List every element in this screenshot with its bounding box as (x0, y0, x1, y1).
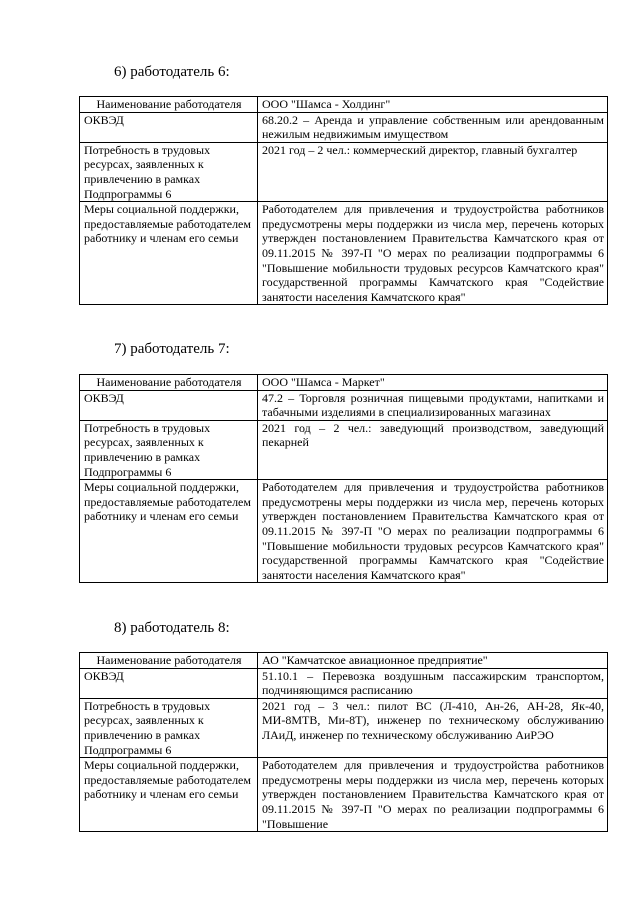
employer-7-table (79, 374, 608, 583)
table-row (80, 698, 608, 757)
table-row (80, 375, 608, 391)
row-label-support-measures: Меры социальной поддержки, предоставляемые работодателем работнику и членам его семьи (80, 202, 258, 305)
row-label-employer-name: Наименование работодателя (80, 653, 258, 669)
row-value-okved: 51.10.1 – Перевозка воздушным пассажирским транспортом, подчиняющимся расписанию (258, 668, 608, 698)
row-label-workforce-need: Потребность в трудовых ресурсах, заявленных к привлечению в рамках Подпрограммы 6 (80, 698, 258, 757)
row-label-employer-name: Наименование работодателя (80, 97, 258, 113)
row-label-workforce-need: Потребность в трудовых ресурсах, заявленных к привлечению в рамках Подпрограммы 6 (80, 142, 258, 201)
table-row (80, 97, 608, 113)
row-label-workforce-need: Потребность в трудовых ресурсах, заявленных к привлечению в рамках Подпрограммы 6 (80, 420, 258, 479)
table-row (80, 112, 608, 142)
row-label-support-measures: Меры социальной поддержки, предоставляемые работодателем работнику и членам его семьи (80, 758, 258, 832)
table-row (80, 653, 608, 669)
row-value-employer-name: ООО "Шамса - Холдинг" (258, 97, 608, 113)
table-row (80, 420, 608, 479)
row-value-workforce-need: 2021 год – 3 чел.: пилот ВС (Л-410, Ан-26, АН-28, Як-40, МИ-8МТВ, Ми-8Т), инженер по техническому обслуживанию ЛАиД, инженер по техническому обслуживанию АиРЭО (258, 698, 608, 757)
row-label-okved: ОКВЭД (80, 390, 258, 420)
row-label-employer-name: Наименование работодателя (80, 375, 258, 391)
row-value-support-measures: Работодателем для привлечения и трудоустройства работников предусмотрены меры поддержки из числа мер, перечень которых утвержден постановлением Правительства Камчатского края от 09.11.2015 № 397-П "О мерах по реализации подпрограммы 6 "Повышение (258, 758, 608, 832)
table-row (80, 668, 608, 698)
row-label-support-measures: Меры социальной поддержки, предоставляемые работодателем работнику и членам его семьи (80, 480, 258, 583)
row-value-employer-name: ООО "Шамса - Маркет" (258, 375, 608, 391)
row-value-workforce-need: 2021 год – 2 чел.: коммерческий директор, главный бухгалтер (258, 142, 608, 201)
row-label-okved: ОКВЭД (80, 112, 258, 142)
row-value-support-measures: Работодателем для привлечения и трудоустройства работников предусмотрены меры поддержки из числа мер, перечень которых утвержден постановлением Правительства Камчатского края от 09.11.2015 № 397-П "О мерах по реализации подпрограммы 6 "Повышение мобильности трудовых ресурсов Камчатского края" государственной программы Камчатского края "Содействие занятости населения Камчатского края" (258, 480, 608, 583)
row-label-okved: ОКВЭД (80, 668, 258, 698)
employer-6-table (79, 96, 608, 305)
row-value-employer-name: АО "Камчатское авиационное предприятие" (258, 653, 608, 669)
table-row (80, 202, 608, 305)
row-value-okved: 47.2 – Торговля розничная пищевыми продуктами, напитками и табачными изделиями в специализированных магазинах (258, 390, 608, 420)
row-value-okved: 68.20.2 – Аренда и управление собственным или арендованным нежилым недвижимым имуществом (258, 112, 608, 142)
table-row (80, 480, 608, 583)
table-row (80, 142, 608, 201)
employer-7-heading: 7) работодатель 7: (114, 341, 230, 357)
employer-8-heading: 8) работодатель 8: (114, 620, 230, 636)
row-value-workforce-need: 2021 год – 2 чел.: заведующий производством, заведующий пекарней (258, 420, 608, 479)
table-row (80, 758, 608, 832)
row-value-support-measures: Работодателем для привлечения и трудоустройства работников предусмотрены меры поддержки из числа мер, перечень которых утвержден постановлением Правительства Камчатского края от 09.11.2015 № 397-П "О мерах по реализации подпрограммы 6 "Повышение мобильности трудовых ресурсов Камчатского края" государственной программы Камчатского края "Содействие занятости населения Камчатского края" (258, 202, 608, 305)
employer-6-heading: 6) работодатель 6: (114, 64, 230, 80)
employer-8-table (79, 652, 608, 832)
table-row (80, 390, 608, 420)
